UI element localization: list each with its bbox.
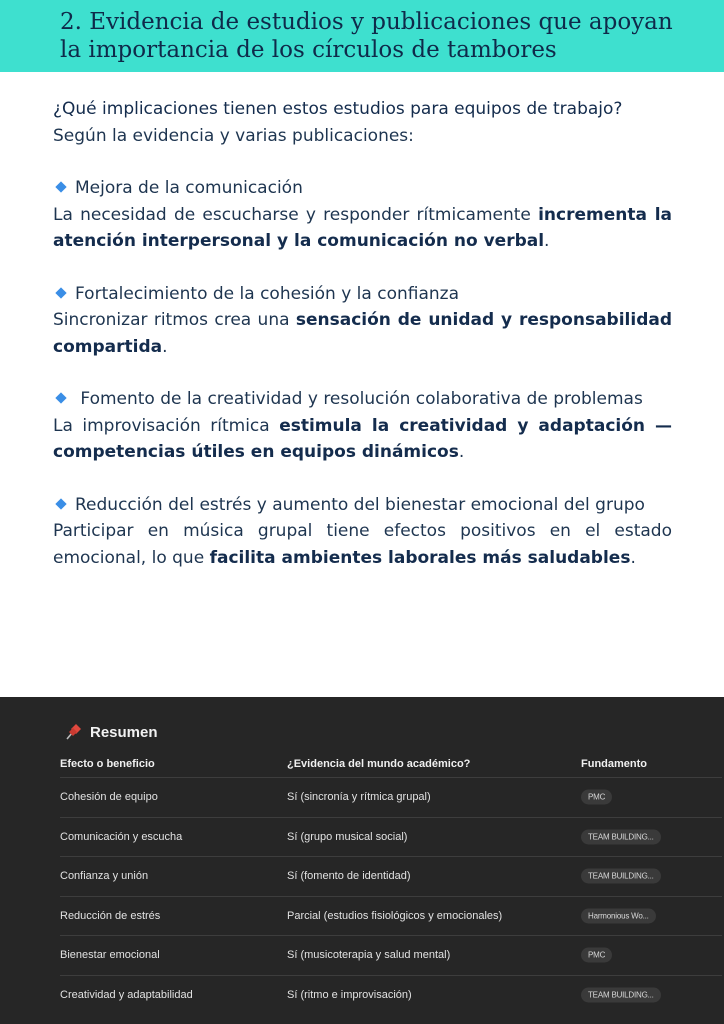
evidence-cell: Sí (musicoterapia y salud mental) <box>287 949 451 962</box>
page-title-line-2: la importancia de los círculos de tambores <box>60 37 557 63</box>
source-badge[interactable]: TEAM BUILDING... <box>581 869 661 884</box>
diamond-bullet-icon <box>55 498 66 509</box>
point-2-strong: sensación de unidad y responsabilidad compartida <box>53 310 672 357</box>
table-row <box>60 818 722 858</box>
diamond-bullet-icon <box>55 181 66 192</box>
table-header-row <box>60 751 722 778</box>
point-1-title <box>53 175 672 202</box>
effect-cell: Creatividad y adaptabilidad <box>60 988 193 1001</box>
point-1-strong: incrementa la atención interpersonal y la comunicación no verbal <box>53 204 672 251</box>
point-2-title <box>53 281 672 308</box>
column-header-basis: Fundamento <box>581 758 647 770</box>
table-row <box>60 857 722 897</box>
evidence-cell: Sí (fomento de identidad) <box>287 870 411 883</box>
point-1-end: . <box>544 231 550 251</box>
source-badge[interactable]: Harmonious Wo... <box>581 908 656 923</box>
point-3-end: . <box>458 442 465 462</box>
diamond-bullet-icon <box>55 392 66 403</box>
point-4-title-text: Reducción del estrés y aumento del bienestar emocional del grupo <box>75 494 645 515</box>
source-badge[interactable]: PMC <box>581 790 612 805</box>
evidence-cell: Sí (sincronía y rítmica grupal) <box>287 791 431 804</box>
point-3-text <box>53 413 672 466</box>
point-4-plain: Participar en música grupal tiene efectos positivos en el estado emocional, lo que <box>53 521 672 568</box>
evidence-cell: Sí (ritmo e improvisación) <box>287 988 412 1001</box>
point-4-end: . <box>630 547 636 568</box>
evidence-cell: Parcial (estudios fisiológicos y emocionales) <box>287 909 503 922</box>
summary-table <box>60 751 722 1014</box>
article-body <box>53 96 672 571</box>
source-badge[interactable]: PMC <box>581 948 612 963</box>
effect-cell: Cohesión de equipo <box>60 791 158 804</box>
effect-cell: Bienestar emocional <box>60 949 160 962</box>
basis-cell <box>581 829 661 844</box>
source-badge[interactable]: TEAM BUILDING... <box>581 829 661 844</box>
basis-cell <box>581 869 661 884</box>
effect-cell: Reducción de estrés <box>60 909 161 922</box>
table-row <box>60 936 722 976</box>
point-2-title-text: Fortalecimiento de la cohesión y la confianza <box>75 283 459 304</box>
basis-cell <box>581 948 612 963</box>
basis-cell <box>581 790 612 805</box>
summary-title-text: Resumen <box>90 723 158 741</box>
evidence-cell: Sí (grupo musical social) <box>287 830 408 843</box>
point-1-title-text: Mejora de la comunicación <box>75 178 303 198</box>
source-badge[interactable]: TEAM BUILDING... <box>581 987 661 1002</box>
basis-cell <box>581 908 656 923</box>
point-1-plain: La necesidad de escucharse y responder rítmicamente <box>53 204 539 225</box>
point-4-strong: facilita ambientes laborales más saludables <box>209 547 631 568</box>
pushpin-icon <box>64 723 82 741</box>
column-header-evidence: ¿Evidencia del mundo académico? <box>287 758 471 770</box>
title-banner <box>0 0 724 72</box>
page-title-line-1: 2. Evidencia de estudios y publicaciones que apoyan <box>60 9 673 35</box>
table-row <box>60 897 722 937</box>
intro-lead: Según la evidencia y varias publicaciones: <box>53 125 414 146</box>
table-row <box>60 778 722 818</box>
point-4-text <box>53 518 672 571</box>
point-2-end: . <box>162 336 168 357</box>
summary-title <box>64 723 158 741</box>
point-2-text <box>53 307 672 360</box>
basis-cell <box>581 987 661 1002</box>
point-3-title <box>53 386 672 413</box>
point-3-plain: La improvisación rítmica <box>53 415 280 436</box>
point-1-text <box>53 202 672 255</box>
table-row <box>60 976 722 1015</box>
column-header-effect: Efecto o beneficio <box>60 758 155 770</box>
summary-panel <box>0 697 724 1024</box>
diamond-bullet-icon <box>55 287 66 298</box>
page-title <box>60 8 700 64</box>
point-2-plain: Sincronizar ritmos crea una <box>53 310 296 330</box>
intro-question: ¿Qué implicaciones tienen estos estudios para equipos de trabajo? <box>53 99 623 119</box>
point-3-title-text: Fomento de la creatividad y resolución colaborativa de problemas <box>75 389 643 409</box>
effect-cell: Comunicación y escucha <box>60 830 183 843</box>
point-3-strong: estimula la creatividad y adaptación — competencias útiles en equipos dinámicos <box>53 415 673 462</box>
point-4-title <box>53 492 672 519</box>
effect-cell: Confianza y unión <box>60 870 149 883</box>
